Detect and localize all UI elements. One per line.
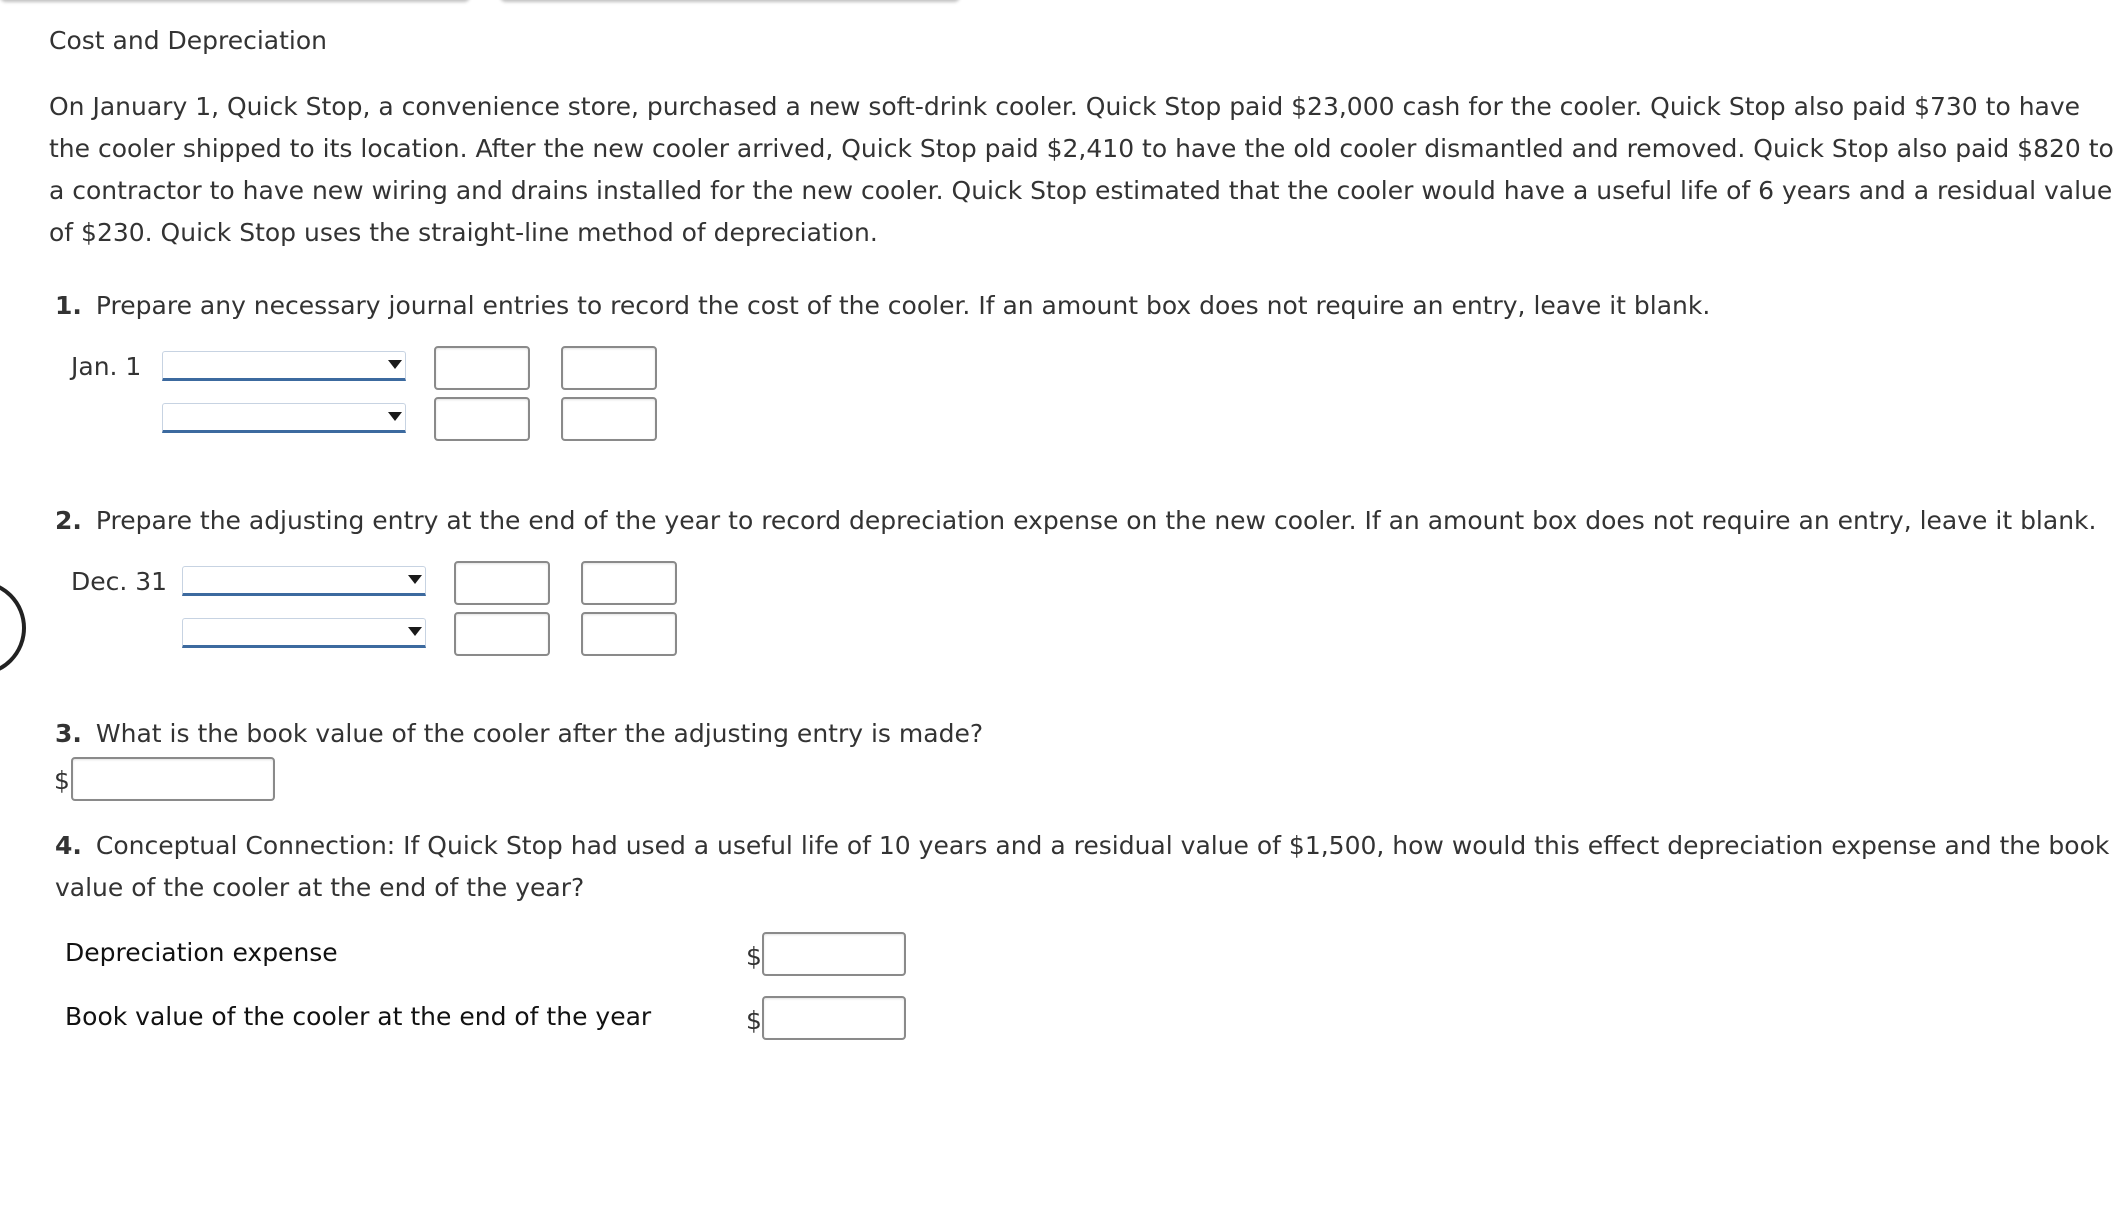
- question-4-text: Conceptual Connection: If Quick Stop had used a useful life of 10 years and a residual value of $1,500, how would this effect depreciation expense and the book value of the cooler at the end of the year?: [55, 831, 2110, 902]
- depreciation-expense-label: Depreciation expense: [65, 938, 338, 967]
- journal-1-debit-2[interactable]: [434, 397, 530, 441]
- journal-2-account-select-2[interactable]: [182, 618, 426, 648]
- book-value-currency: $: [54, 766, 70, 795]
- question-3-number: 3.: [55, 719, 82, 748]
- journal-2-debit-2[interactable]: [454, 612, 550, 656]
- depreciation-expense-input[interactable]: [762, 932, 906, 976]
- question-1-number: 1.: [55, 291, 82, 320]
- journal-1-date: Jan. 1: [71, 352, 142, 381]
- problem-description: On January 1, Quick Stop, a convenience store, purchased a new soft-drink cooler. Quick Stop paid $23,000 cash for the cooler. Quick Stop also paid $730 to have the cooler shipped to its location. After the new cooler arrived, Quick Stop paid $2,410 to have the old cooler dismantled and removed. Quick Stop also paid $820 to a contractor to have new wiring and drains installed for the new cooler. Quick Stop estimated that the cooler would have a useful life of 6 years and a residual value of $230. Quick Stop uses the straight-line method of depreciation.: [49, 92, 2114, 247]
- dropdown-arrow-icon: [408, 627, 422, 636]
- journal-2-debit-1[interactable]: [454, 561, 550, 605]
- journal-2-account-select-1[interactable]: [182, 566, 426, 596]
- question-3: [55, 713, 983, 755]
- question-4: [55, 825, 2125, 909]
- depreciation-expense-currency: $: [746, 942, 762, 971]
- journal-1-credit-1[interactable]: [561, 346, 657, 390]
- question-2-number: 2.: [55, 506, 82, 535]
- journal-2-date: Dec. 31: [71, 567, 168, 596]
- page-title: Cost and Depreciation: [49, 26, 328, 55]
- journal-1-account-select-2[interactable]: [162, 403, 406, 433]
- dropdown-arrow-icon: [388, 360, 402, 369]
- dropdown-arrow-icon: [388, 412, 402, 421]
- book-value-end-currency: $: [746, 1006, 762, 1035]
- journal-2-credit-2[interactable]: [581, 612, 677, 656]
- book-value-input[interactable]: [71, 757, 275, 801]
- question-1-text: Prepare any necessary journal entries to record the cost of the cooler. If an amount box does not require an entry, leave it blank.: [95, 291, 1711, 320]
- journal-1-account-select-1[interactable]: [162, 351, 406, 381]
- book-value-end-input[interactable]: [762, 996, 906, 1040]
- book-value-end-label: Book value of the cooler at the end of the year: [65, 1002, 652, 1031]
- journal-2-credit-1[interactable]: [581, 561, 677, 605]
- question-2: [55, 500, 2096, 542]
- dropdown-arrow-icon: [408, 575, 422, 584]
- side-circle-decoration: [0, 580, 26, 676]
- question-1: [55, 285, 1710, 327]
- journal-1-debit-1[interactable]: [434, 346, 530, 390]
- question-2-text: Prepare the adjusting entry at the end of the year to record depreciation expense on the new cooler. If an amount box does not require an entry, leave it blank.: [95, 506, 2097, 535]
- question-3-text: What is the book value of the cooler after the adjusting entry is made?: [95, 719, 984, 748]
- journal-1-credit-2[interactable]: [561, 397, 657, 441]
- question-4-number: 4.: [55, 831, 82, 860]
